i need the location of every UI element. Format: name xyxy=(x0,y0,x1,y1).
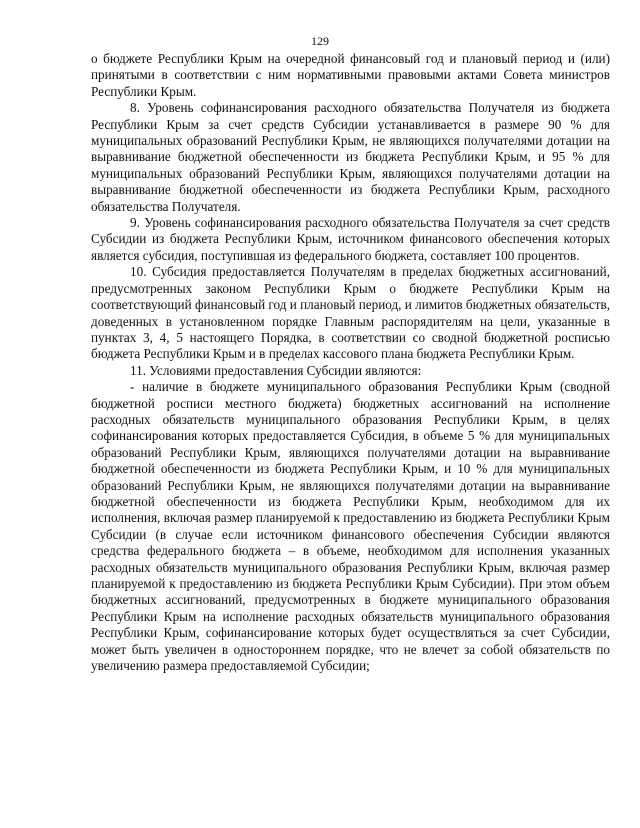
page-number: 129 xyxy=(311,34,329,48)
paragraph-continuation: о бюджете Республики Крым на очередной финансовый год и плановый период и (или) принятыми в соответствии с ним нормативными правовыми актами Совета министров Республики Крым. xyxy=(91,51,610,99)
paragraph-item-9: 9. Уровень софинансирования расходного обязательства Получателя за счет средств Субсидии из бюджета Республики Крым, источником финансового обеспечения которых является субсидия, поступившая из федерального бюджета, составляет 100 процентов. xyxy=(91,215,610,263)
paragraph-item-11: 11. Условиями предоставления Субсидии являются: xyxy=(130,362,422,378)
paragraph-item-8: 8. Уровень софинансирования расходного обязательства Получателя из бюджета Республики Крым за счет средств Субсидии устанавливается в размере 90 % для муниципальных образований Республики Крым, не являющихся получателями дотации на выравнивание бюджетной обеспеченности из бюджета Республики Крым, и 95 % для муниципальных образований Республики Крым, являющихся получателями дотации на выравнивание бюджетной обеспеченности из бюджета Республики Крым, расходного обязательства Получателя. xyxy=(91,100,610,214)
document-body xyxy=(91,51,610,674)
paragraph-item-10: 10. Субсидия предоставляется Получателям в пределах бюджетных ассигнований, предусмотренных законом Республики Крым о бюджете Республики Крым на соответствующий финансовый год и плановый период, и лимитов бюджетных обязательств, доведенных в установленном порядке Главным распорядителям на цели, указанные в пунктах 3, 4, 5 настоящего Порядка, в соответствии со сводной бюджетной росписью бюджета Республики Крым и в пределах кассового плана бюджета Республики Крым. xyxy=(91,264,610,362)
paragraph-condition: - наличие в бюджете муниципального образования Республики Крым (сводной бюджетной росписи местного бюджета) бюджетных ассигнований на исполнение расходных обязательств муниципального образования Республики Крым, в целях софинансирования которых предоставляется Субсидия, в объеме 5 % для муниципальных образований Республики Крым, являющихся получателями дотации на выравнивание бюджетной обеспеченности из бюджета Республики Крым, и 10 % для муниципальных образований Республики Крым, не являющихся получателями дотации на выравнивание бюджетной обеспеченности из бюджета Республики Крым, необходимом для их исполнения, включая размер планируемой к предоставлению из бюджета Республики Крым Субсидии (в случае если источником финансового обеспечения Субсидии являются средства федерального бюджета – в объеме, необходимом для исполнения указанных расходных обязательств муниципального образования Республики Крым, включая размер планируемой к предоставлению из бюджета Республики Крым Субсидии). При этом объем бюджетных ассигнований, предусмотренных в бюджете муниципального образования Республики Крым на исполнение расходных обязательств муниципального образования Республики Крым, софинансирование которых будет осуществляться за счет Субсидии, может быть увеличен в одностороннем порядке, что не влечет за собой обязательств по увеличению размера предоставляемой Субсидии; xyxy=(91,379,610,674)
